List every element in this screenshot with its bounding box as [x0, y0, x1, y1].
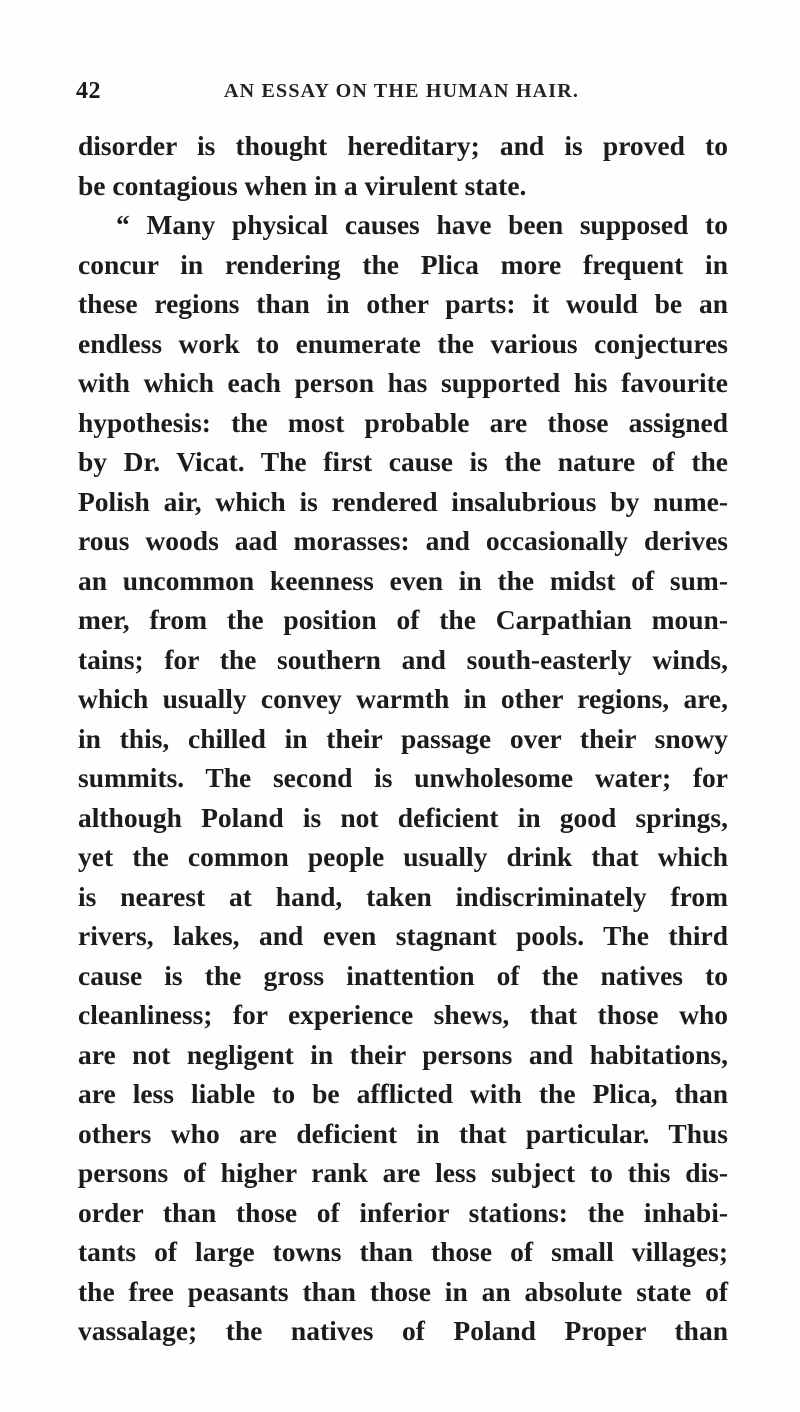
text-line: are less liable to be afflicted with the Plica, than	[78, 1078, 728, 1109]
text-line: tains; for the southern and south-easterly winds,	[78, 643, 728, 675]
page-header	[76, 78, 716, 108]
text-line: endless work to enumerate the various conjectures	[78, 327, 728, 359]
text-line: by Dr. Vicat. The first cause is the nature of the	[78, 446, 728, 477]
text-line: an uncommon keenness even in the midst of sum-	[78, 564, 728, 596]
text-line: disorder is thought hereditary; and is proved to	[78, 130, 728, 161]
running-title: AN ESSAY ON THE HUMAN HAIR.	[224, 80, 580, 102]
text-line: cleanliness; for experience shews, that those who	[78, 999, 728, 1030]
text-line: is nearest at hand, taken indiscriminately from	[78, 880, 728, 912]
text-line: rous woods aad morasses: and occasionally derives	[78, 525, 728, 556]
text-line: order than those of inferior stations: the inhabi-	[78, 1196, 728, 1228]
text-line: in this, chilled in their passage over their snowy	[78, 722, 728, 754]
text-line: vassalage; the natives of Poland Proper than	[78, 1315, 728, 1346]
text-line: “ Many physical causes have been supposed to	[116, 209, 728, 240]
text-line: tants of large towns than those of small villages;	[78, 1236, 728, 1267]
text-line: mer, from the position of the Carpathian moun-	[78, 604, 728, 635]
text-line: be contagious when in a virulent state.	[78, 169, 527, 201]
text-line: although Poland is not deficient in good springs,	[78, 801, 728, 833]
text-line: which usually convey warmth in other regions, are,	[78, 683, 728, 714]
text-line: Polish air, which is rendered insalubrious by nume-	[78, 485, 728, 517]
text-line: persons of higher rank are less subject to this dis-	[78, 1157, 728, 1188]
text-line: cause is the gross inattention of the natives to	[78, 959, 728, 991]
text-line: hypothesis: the most probable are those assigned	[78, 406, 728, 438]
text-line: summits. The second is unwholesome water; for	[78, 762, 728, 793]
text-line: concur in rendering the Plica more frequent in	[78, 248, 728, 280]
body-text	[78, 126, 728, 1351]
text-line: yet the common people usually drink that which	[78, 841, 728, 872]
text-line: these regions than in other parts: it would be an	[78, 288, 728, 319]
text-line: others who are deficient in that particular. Thus	[78, 1117, 728, 1149]
text-line: are not negligent in their persons and habitations,	[78, 1038, 728, 1070]
page-number: 42	[76, 78, 101, 104]
text-line: with which each person has supported his favourite	[78, 367, 728, 398]
text-line: rivers, lakes, and even stagnant pools. The third	[78, 920, 728, 951]
text-line: the free peasants than those in an absolute state of	[78, 1275, 728, 1307]
